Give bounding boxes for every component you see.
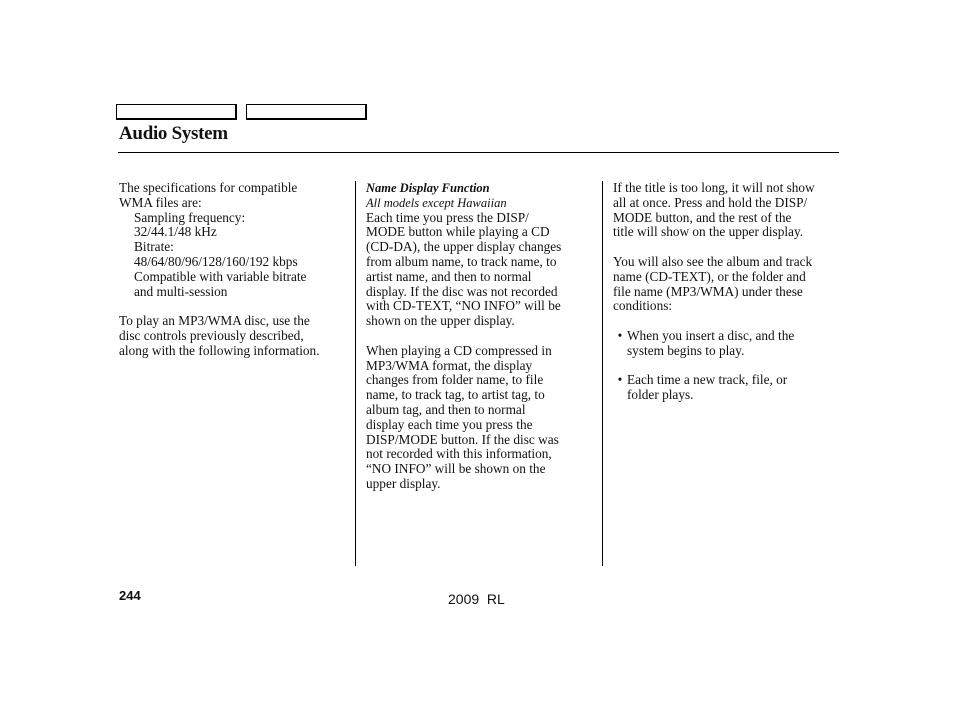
page-number: 244 (119, 588, 141, 603)
bullet-item (613, 329, 843, 359)
text-line: shown on the upper display. (366, 313, 515, 329)
text-line: file name (MP3/WMA) under these (613, 283, 803, 299)
spec-line: Bitrate: (134, 239, 174, 255)
text-line: all at once. Press and hold the DISP/ (613, 194, 808, 210)
text-line: To play an MP3/WMA disc, use the (119, 313, 310, 329)
text-line: name (CD-TEXT), or the folder and (613, 268, 806, 284)
text-line: (CD-DA), the upper display changes (366, 239, 562, 255)
nav-button-next[interactable] (246, 104, 367, 120)
text-line: MODE button, and the rest of the (613, 209, 792, 225)
column-1 (119, 181, 351, 359)
bullet-mark: • (617, 327, 623, 343)
text-line: artist name, and then to normal (366, 268, 532, 284)
text-line: with CD-TEXT, “NO INFO” will be (366, 298, 561, 314)
column-3 (613, 181, 843, 403)
spec-line: Sampling frequency: (134, 209, 246, 225)
bullet-item (613, 373, 843, 403)
spec-line: 32/44.1/48 kHz (134, 224, 217, 240)
text-line: disc controls previously described, (119, 327, 304, 343)
column-divider-2 (602, 181, 603, 566)
text-line: album tag, and then to normal (366, 401, 526, 417)
spec-line: and multi-session (134, 283, 228, 299)
text-line: title will show on the upper display. (613, 224, 804, 240)
text-line: The specifications for compatible (119, 180, 298, 195)
text-line: Each time you press the DISP/ (366, 209, 529, 225)
nav-button-previous[interactable] (116, 104, 237, 120)
section-subheading: All models except Hawaiian (366, 195, 507, 210)
footer-model: 2009 RL (448, 591, 505, 607)
text-line: When you insert a disc, and the (627, 327, 795, 343)
text-line: MP3/WMA format, the display (366, 357, 533, 373)
text-line: display each time you press the (366, 416, 533, 432)
page-title: Audio System (119, 123, 228, 144)
column-divider-1 (355, 181, 356, 566)
section-heading: Name Display Function (366, 181, 490, 195)
text-line: WMA files are: (119, 194, 202, 210)
title-divider (118, 152, 839, 153)
text-line: changes from folder name, to file (366, 372, 544, 388)
text-line: When playing a CD compressed in (366, 342, 552, 358)
column-2 (366, 181, 596, 492)
spec-line: 48/64/80/96/128/160/192 kbps (134, 253, 298, 269)
text-line: MODE button while playing a CD (366, 224, 550, 240)
text-line: along with the following information. (119, 342, 320, 358)
bullet-mark: • (617, 372, 623, 388)
text-line: display. If the disc was not recorded (366, 283, 558, 299)
text-line: Each time a new track, file, or (627, 372, 788, 388)
text-line: If the title is too long, it will not show (613, 180, 815, 195)
text-line: folder plays. (627, 387, 694, 403)
text-line: not recorded with this information, (366, 446, 552, 462)
text-line: name, to track tag, to artist tag, to (366, 387, 545, 403)
text-line: DISP/MODE button. If the disc was (366, 431, 559, 447)
text-line: from album name, to track name, to (366, 253, 557, 269)
text-line: “NO INFO” will be shown on the (366, 461, 546, 477)
spec-line: Compatible with variable bitrate (134, 268, 307, 284)
text-line: upper display. (366, 475, 441, 491)
text-line: conditions: (613, 298, 673, 314)
text-line: You will also see the album and track (613, 253, 813, 269)
text-line: system begins to play. (627, 342, 745, 358)
